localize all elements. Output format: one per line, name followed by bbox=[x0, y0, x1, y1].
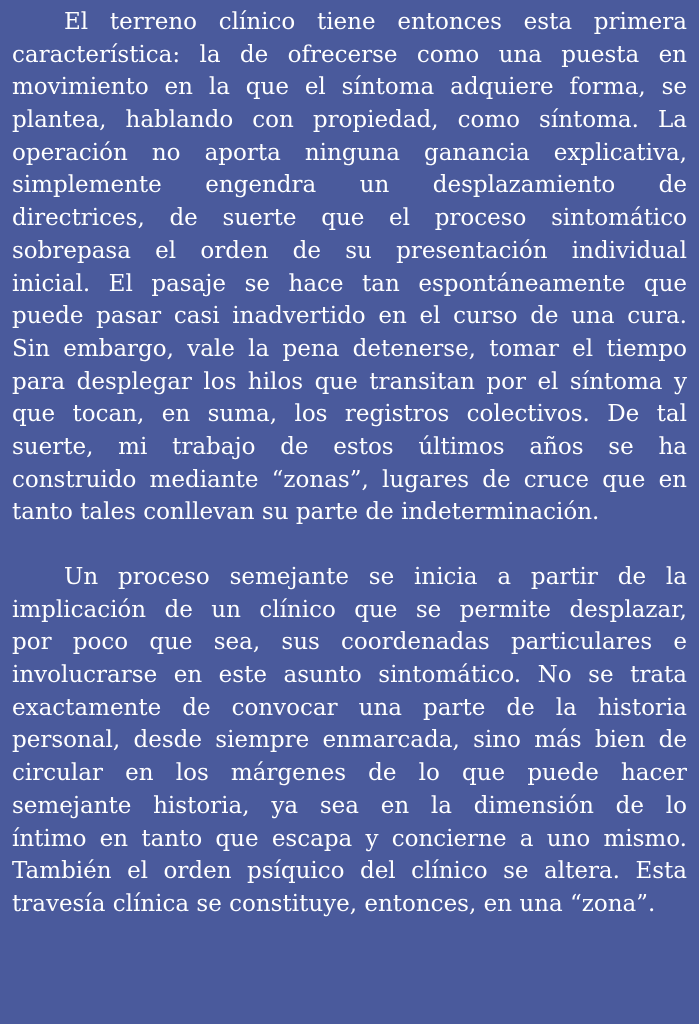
text-line: involucrarse en este asunto sintomático. No se trata bbox=[12, 662, 687, 689]
text-line: por poco que sea, sus coordenadas particulares e bbox=[12, 629, 687, 656]
text-line: Sin embargo, vale la pena detenerse, tomar el tiempo bbox=[12, 335, 687, 362]
text-line: característica: la de ofrecerse como una puesta en bbox=[12, 41, 687, 68]
text-line: íntimo en tanto que escapa y concierne a uno mismo. bbox=[12, 825, 687, 852]
text-line: construido mediante “zonas”, lugares de cruce que en bbox=[12, 466, 687, 493]
text-line: implicación de un clínico que se permite desplazar, bbox=[12, 596, 687, 623]
text-line: sobrepasa el orden de su presentación individual bbox=[12, 237, 687, 264]
text-line: que tocan, en suma, los registros colectivos. De tal bbox=[12, 401, 687, 428]
text-line: para desplegar los hilos que transitan por el síntoma y bbox=[12, 368, 687, 395]
text-line: suerte, mi trabajo de estos últimos años se ha bbox=[12, 433, 687, 460]
text-line: plantea, hablando con propiedad, como síntoma. La bbox=[12, 107, 687, 134]
text-line: Un proceso semejante se inicia a partir de la bbox=[64, 564, 687, 590]
text-line: personal, desde siempre enmarcada, sino más bien de bbox=[12, 727, 687, 754]
text-line: tanto tales conllevan su parte de indeterminación. bbox=[12, 499, 600, 526]
text-line: puede pasar casi inadvertido en el curso de una cura. bbox=[12, 303, 687, 330]
text-line: travesía clínica se constituye, entonces, en una “zona”. bbox=[12, 890, 656, 917]
text-line: El terreno clínico tiene entonces esta primera bbox=[64, 9, 687, 35]
text-line: movimiento en la que el síntoma adquiere forma, se bbox=[12, 74, 687, 101]
paragraph-gap bbox=[12, 529, 687, 561]
text-line: También el orden psíquico del clínico se altera. Esta bbox=[12, 858, 687, 885]
text-line: semejante historia, ya sea en la dimensión de lo bbox=[12, 792, 687, 819]
text-line: exactamente de convocar una parte de la historia bbox=[12, 694, 687, 721]
paragraph-2 bbox=[12, 561, 687, 921]
text-line: circular en los márgenes de lo que puede hacer bbox=[12, 760, 687, 787]
text-line: operación no aporta ninguna ganancia explicativa, bbox=[12, 139, 687, 166]
text-line: simplemente engendra un desplazamiento de bbox=[12, 172, 687, 199]
text-line: inicial. El pasaje se hace tan espontáneamente que bbox=[12, 270, 687, 297]
paragraph-1 bbox=[12, 6, 687, 529]
text-line: directrices, de suerte que el proceso sintomático bbox=[12, 205, 687, 232]
